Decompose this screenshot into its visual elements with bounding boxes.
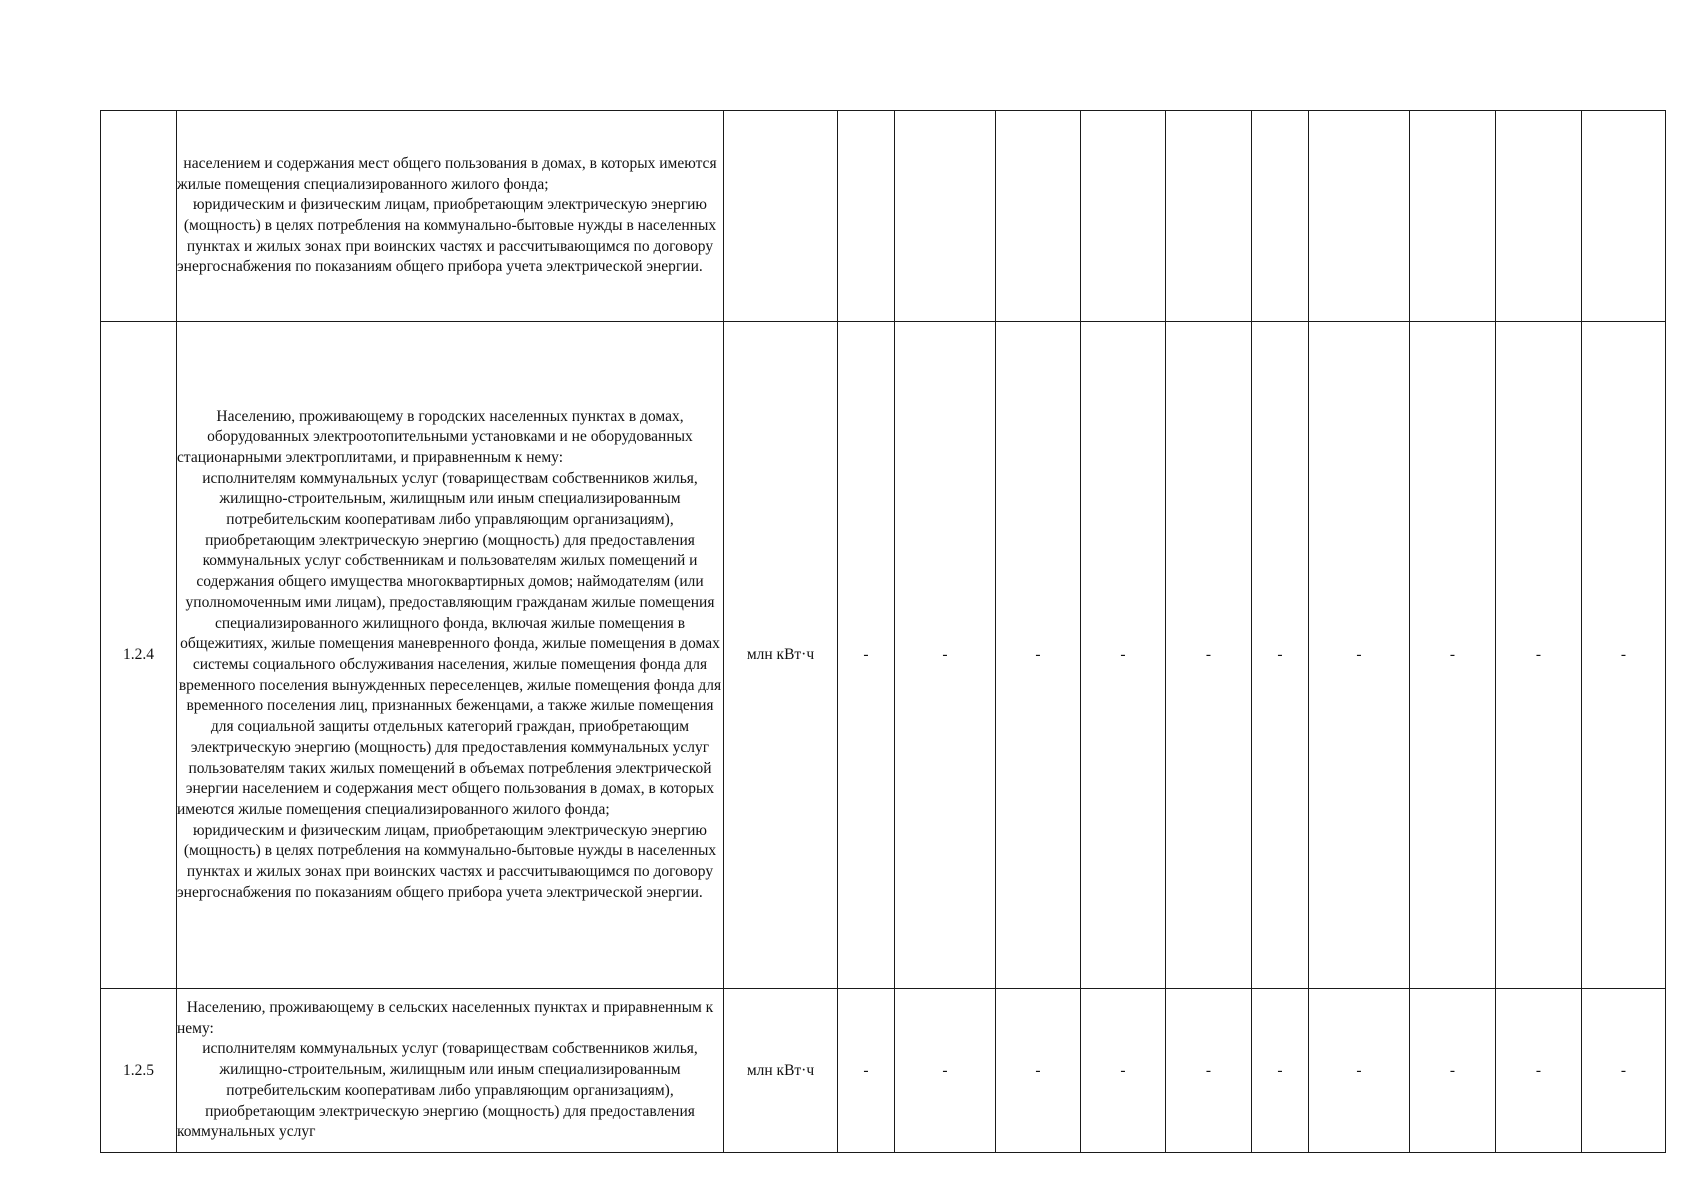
description-paragraph: юридическим и физическим лицам, приобретающим электрическую энергию (мощность) в целях потребления на коммунально-бытовые нужды в населенных пунктах и жилых зонах при воинских частях и рассчитывающимся по договору энергоснабжения по показаниям общего прибора учета электрической энергии. (177, 821, 717, 901)
value-cell (895, 111, 996, 322)
table-row (101, 989, 1666, 1153)
value-cell (1166, 111, 1252, 322)
value-cell (1496, 111, 1582, 322)
value-cell: - (895, 322, 996, 989)
table-row (101, 111, 1666, 322)
value-cell (1410, 111, 1496, 322)
value-cell: - (1309, 989, 1410, 1153)
value-cell: - (1252, 989, 1309, 1153)
description-paragraph: Населению, проживающему в городских населенных пунктах в домах, оборудованных электроотопительными установками и не оборудованных стационарными электроплитами, и приравненным к нему: (177, 407, 693, 466)
description-paragraph: юридическим и физическим лицам, приобретающим электрическую энергию (мощность) в целях потребления на коммунально-бытовые нужды в населенных пунктах и жилых зонах при воинских частях и рассчитывающимся по договору энергоснабжения по показаниям общего прибора учета электрической энергии. (177, 196, 717, 276)
description-paragraph: исполнителям коммунальных услуг (товариществам собственников жилья, жилищно-строительным, жилищным или иным специализированным потребительским кооперативам либо управляющим организациям), приобретающим электрическую энергию (мощность) для предоставления коммунальных услуг (177, 1040, 698, 1141)
description-paragraph: Населению, проживающему в сельских населенных пунктах и приравненным к нему: (177, 999, 714, 1037)
value-cell: - (1582, 322, 1666, 989)
value-cell (996, 111, 1081, 322)
value-cell: - (1252, 322, 1309, 989)
unit-cell: млн кВт·ч (724, 989, 838, 1153)
value-cell: - (838, 989, 895, 1153)
value-cell: - (1309, 322, 1410, 989)
value-cell: - (1410, 322, 1496, 989)
unit-cell: млн кВт·ч (724, 322, 838, 989)
value-cell: - (895, 989, 996, 1153)
value-cell: - (1081, 989, 1166, 1153)
value-cell: - (1166, 322, 1252, 989)
unit-cell (724, 111, 838, 322)
description-paragraph: исполнителям коммунальных услуг (товариществам собственников жилья, жилищно-строительным, жилищным или иным специализированным потребительским кооперативам либо управляющим организациям), приобретающим электрическую энергию (мощность) для предоставления коммунальных услуг собственникам и пользователям жилых помещений и содержания общего имущества многоквартирных домов; наймодателям (или уполномоченным ими лицам), предоставляющим гражданам жилые помещения специализированного жилищного фонда, включая жилые помещения в общежитиях, жилые помещения маневренного фонда, жилые помещения в домах системы социального обслуживания населения, жилые помещения фонда для временного поселения вынужденных переселенцев, жилые помещения фонда для временного поселения лиц, признанных беженцами, а также жилые помещения для социальной защиты отдельных категорий граждан, приобретающим электрическую энергию (мощность) для предоставления коммунальных услуг пользователям таких жилых помещений в объемах потребления электрической энергии населением и содержания мест общего пользования в домах, в которых имеются жилые помещения специализированного жилого фонда; (177, 469, 722, 818)
value-cell: - (1166, 989, 1252, 1153)
value-cell: - (838, 322, 895, 989)
value-cell: - (996, 989, 1081, 1153)
value-cell: - (1081, 322, 1166, 989)
row-number (101, 111, 177, 322)
value-cell: - (1496, 989, 1582, 1153)
value-cell (1309, 111, 1410, 322)
value-cell (1081, 111, 1166, 322)
row-number: 1.2.5 (101, 989, 177, 1153)
value-cell: - (1582, 989, 1666, 1153)
row-number: 1.2.4 (101, 322, 177, 989)
value-cell (1582, 111, 1666, 322)
value-cell (1252, 111, 1309, 322)
value-cell: - (1496, 322, 1582, 989)
value-cell: - (996, 322, 1081, 989)
table-row (101, 322, 1666, 989)
description-paragraph: населением и содержания мест общего пользования в домах, в которых имеются жилые помещения специализированного жилого фонда; (177, 154, 717, 193)
value-cell (838, 111, 895, 322)
row-description (177, 322, 724, 989)
tariff-table (100, 110, 1666, 1153)
row-description (177, 111, 724, 322)
value-cell: - (1410, 989, 1496, 1153)
row-description (177, 989, 724, 1153)
